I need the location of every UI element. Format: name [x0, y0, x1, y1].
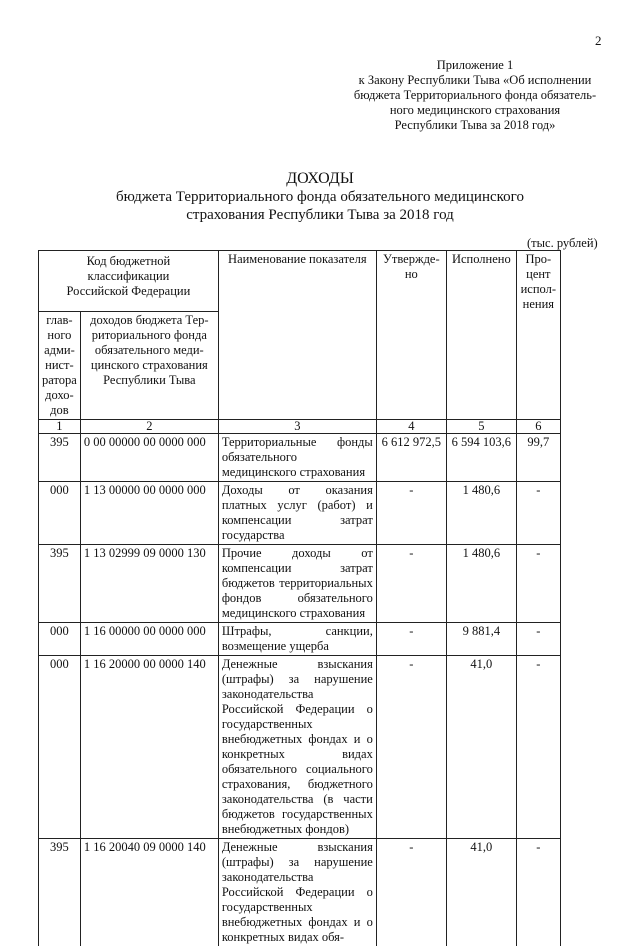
title-subline: страхования Республики Тыва за 2018 год — [0, 206, 640, 224]
approved-value: - — [376, 482, 446, 545]
header-admin: глав-ного адми-нист-ратора дохо-дов — [39, 312, 81, 420]
table-row — [39, 656, 561, 839]
column-number: 1 — [39, 420, 81, 434]
indicator-name: Денежные взыскания (штрафы) за нарушение законодательства Российской Федерации о государственных внебюджетных фондах и о конкретных видах обязательного социального страхования, бюджетного законодательства (в части бюджетов государственных внебюджетных фондов) — [218, 656, 376, 839]
executed-value: 9 881,4 — [446, 623, 516, 656]
percent-value: - — [516, 623, 560, 656]
header-name: Наименование показателя — [218, 251, 376, 420]
budget-code: 1 13 02999 09 0000 130 — [80, 545, 218, 623]
indicator-name: Денежные взыскания (штрафы) за нарушение законодательства Российской Федерации о государственных внебюджетных фондах и о конкретных видах обя- — [218, 839, 376, 946]
approved-value: - — [376, 656, 446, 839]
indicator-name: Штрафы, санкции, возмещение ущерба — [218, 623, 376, 656]
percent-value: - — [516, 482, 560, 545]
budget-code: 1 16 00000 00 0000 000 — [80, 623, 218, 656]
appendix-line: бюджета Территориального фонда обязатель- — [330, 88, 620, 103]
appendix-note — [330, 58, 620, 133]
admin-code: 000 — [39, 623, 81, 656]
unit-label: (тыс. рублей) — [527, 236, 598, 251]
percent-value: - — [516, 839, 560, 946]
executed-value: 41,0 — [446, 839, 516, 946]
table-row — [39, 482, 561, 545]
admin-code: 000 — [39, 656, 81, 839]
admin-code: 395 — [39, 434, 81, 482]
table-row — [39, 623, 561, 656]
table-row — [39, 839, 561, 946]
budget-code: 0 00 00000 00 0000 000 — [80, 434, 218, 482]
header-percent: Про-цент испол-нения — [516, 251, 560, 420]
executed-value: 41,0 — [446, 656, 516, 839]
header-approved: Утвержде-но — [376, 251, 446, 420]
page-number: 2 — [595, 33, 602, 49]
executed-value: 1 480,6 — [446, 482, 516, 545]
title-subline: бюджета Территориального фонда обязательного медицинского — [0, 188, 640, 206]
table-row — [39, 545, 561, 623]
admin-code: 395 — [39, 545, 81, 623]
indicator-name: Прочие доходы от компенсации затрат бюджетов территориальных фондов обязательного медицинского страхования — [218, 545, 376, 623]
budget-code: 1 16 20000 00 0000 140 — [80, 656, 218, 839]
column-numbers-row — [39, 420, 561, 434]
percent-value: 99,7 — [516, 434, 560, 482]
admin-code: 000 — [39, 482, 81, 545]
percent-value: - — [516, 656, 560, 839]
indicator-name: Территориальные фонды обязательного медицинского страхования — [218, 434, 376, 482]
column-number: 6 — [516, 420, 560, 434]
percent-value: - — [516, 545, 560, 623]
appendix-line: к Закону Республики Тыва «Об исполнении — [330, 73, 620, 88]
approved-value: - — [376, 623, 446, 656]
column-number: 5 — [446, 420, 516, 434]
approved-value: 6 612 972,5 — [376, 434, 446, 482]
budget-code: 1 16 20040 09 0000 140 — [80, 839, 218, 946]
document-title — [0, 170, 640, 224]
executed-value: 1 480,6 — [446, 545, 516, 623]
column-number: 4 — [376, 420, 446, 434]
header-income-code: доходов бюджета Тер-риториального фонда обязательного меди-цинского страхования Республики Тыва — [80, 312, 218, 420]
appendix-line: Приложение 1 — [330, 58, 620, 73]
table-row — [39, 434, 561, 482]
header-row — [39, 251, 561, 312]
title-heading: ДОХОДЫ — [0, 170, 640, 188]
approved-value: - — [376, 545, 446, 623]
approved-value: - — [376, 839, 446, 946]
indicator-name: Доходы от оказания платных услуг (работ) и компенсации затрат государства — [218, 482, 376, 545]
appendix-line: Республики Тыва за 2018 год» — [330, 118, 620, 133]
executed-value: 6 594 103,6 — [446, 434, 516, 482]
admin-code: 395 — [39, 839, 81, 946]
header-executed: Исполнено — [446, 251, 516, 420]
header-code-group: Код бюджетной классификации Российской Федерации — [39, 251, 219, 312]
column-number: 3 — [218, 420, 376, 434]
income-table — [38, 250, 561, 946]
appendix-line: ного медицинского страхования — [330, 103, 620, 118]
column-number: 2 — [80, 420, 218, 434]
budget-code: 1 13 00000 00 0000 000 — [80, 482, 218, 545]
